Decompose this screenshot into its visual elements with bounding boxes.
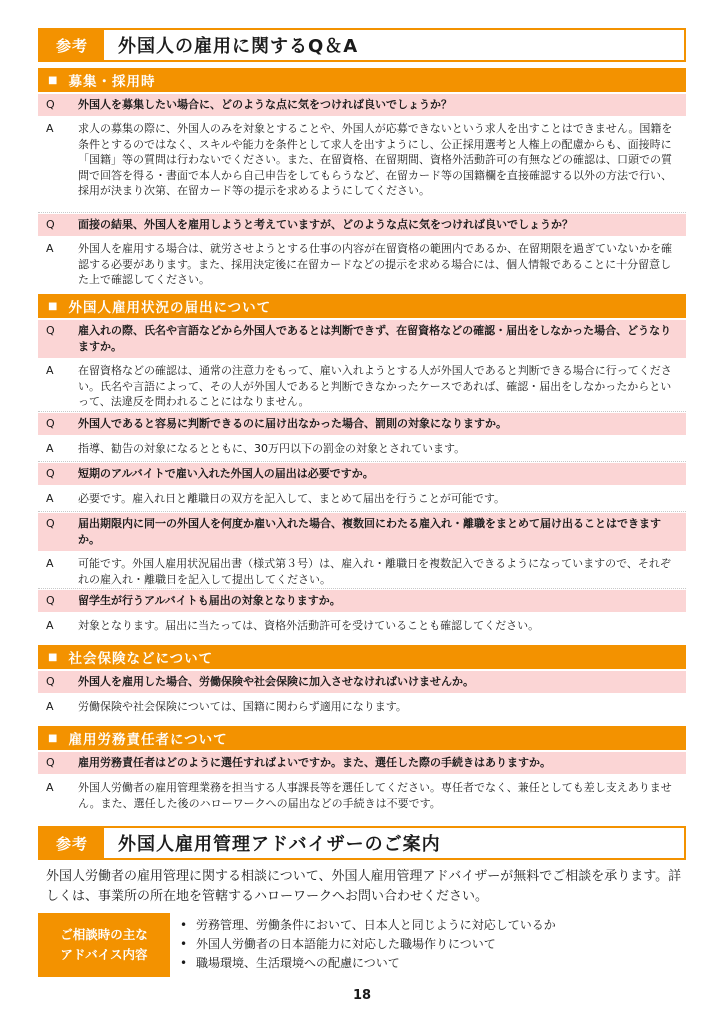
qa-title-bar — [38, 28, 686, 62]
answer-text: 必要です。雇入れ日と離職日の双方を記入して、まとめて届出を行うことが可能です。 — [78, 492, 506, 505]
question-row — [38, 463, 686, 485]
answer-row — [38, 238, 686, 288]
answer-text: 労働保険や社会保険については、国籍に関わらず適用になります。 — [78, 700, 407, 713]
advice-label-box — [38, 913, 170, 977]
section-heading-label: 募集・採用時 — [68, 74, 156, 90]
answer-text: 外国人を雇用する場合は、就労させようとする仕事の内容が在留資格の範囲内であるか、在留期限を過ぎていないかを確認する必要があります。また、採用決定後に在留カードなどの提示を求める場合には、個人情報であることに十分留意した上で確認してください。 — [78, 242, 672, 286]
advice-list — [180, 916, 686, 973]
answer-row — [38, 488, 686, 508]
answer-row — [38, 777, 686, 817]
answer-text: 対象となります。届出に当たっては、資格外活動許可を受けていることも確認してください。 — [78, 619, 540, 632]
square-icon: ■ — [48, 74, 59, 86]
page-number: 18 — [352, 988, 372, 1003]
answer-text: 外国人労働者の雇用管理業務を担当する人事課長等を選任してください。専任者でなく、兼任としても差し支えありません。また、選任した後のハローワークへの届出などの手続きは不要です。 — [78, 781, 672, 810]
advisor-title: 外国人雇用管理アドバイザーのご案内 — [118, 834, 441, 855]
answer-text: 可能です。外国人雇用状況届出書（様式第３号）は、雇入れ・離職日を複数記入できるようになっていますので、それぞれの雇入れ・離職日を記入して提出してください。 — [78, 557, 671, 586]
reference-tag: 参考 — [40, 30, 104, 60]
a-marker: A — [46, 492, 54, 505]
answer-row — [38, 360, 686, 410]
question-row — [38, 752, 686, 774]
answer-text: 求人の募集の際に、外国人のみを対象とすることや、外国人が応募できないという求人を出すことはできません。国籍を条件とするのではなく、スキルや能力を条件として求人を出すようにし、公正採用選考と人権上の配慮からも、面接時に「国籍」等の質問は行わないでください。また、在留資格、在留期間、資格外活動許可の有無などの確認は、口頭での質問で回答を得る・書面で本人から自己申告をしてもらうなど、在留カード等の国籍欄を直接確認する以外の方法で行い、採用が決まり次第、在留カード等の提示を求めるようにしてください。 — [78, 122, 673, 197]
bullet-icon: • — [180, 918, 188, 932]
q-marker: Q — [46, 517, 55, 530]
bullet-icon: • — [180, 937, 188, 951]
section-heading-employment-status-report — [38, 294, 686, 318]
question-row — [38, 94, 686, 116]
advice-label-line: ご相談時の主な — [60, 927, 148, 942]
q-marker: Q — [46, 98, 55, 111]
answer-text: 指導、勧告の対象になるとともに、30万円以下の罰金の対象とされています。 — [78, 442, 466, 455]
question-row — [38, 671, 686, 693]
reference-tag: 参考 — [40, 828, 104, 858]
answer-text: 在留資格などの確認は、通常の注意力をもって、雇い入れようとする人が外国人であると判断できる場合に行ってください。氏名や言語によって、その人が外国人であると判断できなかったケースであれば、確認・届出をしなかったからといって、法違反を問われることにはなりません。 — [78, 364, 672, 408]
answer-row — [38, 696, 686, 720]
question-row — [38, 320, 686, 358]
square-icon: ■ — [48, 651, 59, 663]
question-text: 外国人を雇用した場合、労働保険や社会保険に加入させなければいけませんか。 — [78, 675, 474, 688]
divider — [38, 411, 686, 412]
list-item — [180, 916, 686, 935]
q-marker: Q — [46, 218, 55, 231]
question-text: 留学生が行うアルバイトも届出の対象となりますか。 — [78, 594, 341, 607]
q-marker: Q — [46, 417, 55, 430]
square-icon: ■ — [48, 300, 59, 312]
section-heading-recruitment — [38, 68, 686, 92]
divider — [38, 511, 686, 512]
section-heading-social-insurance — [38, 645, 686, 669]
advice-item-text: 職場環境、生活環境への配慮について — [196, 956, 400, 970]
advice-label-line: アドバイス内容 — [60, 947, 148, 962]
question-text: 面接の結果、外国人を雇用しようと考えていますが、どのような点に気をつければ良いでしょうか？ — [78, 218, 573, 231]
a-marker: A — [46, 122, 54, 135]
question-row — [38, 214, 686, 236]
answer-row — [38, 438, 686, 458]
section-heading-label: 外国人雇用状況の届出について — [68, 300, 272, 316]
a-marker: A — [46, 781, 54, 794]
a-marker: A — [46, 557, 54, 570]
divider — [38, 461, 686, 462]
a-marker: A — [46, 700, 54, 713]
q-marker: Q — [46, 467, 55, 480]
section-heading-label: 社会保険などについて — [68, 651, 214, 667]
list-item — [180, 935, 686, 954]
divider — [38, 588, 686, 589]
question-row — [38, 513, 686, 551]
question-text: 雇用労務責任者はどのように選任すればよいですか。また、選任した際の手続きはありますか。 — [78, 756, 551, 769]
answer-row — [38, 118, 686, 210]
question-text: 短期のアルバイトで雇い入れた外国人の届出は必要ですか。 — [78, 467, 374, 480]
advice-item-text: 労務管理、労働条件において、日本人と同じように対応しているか — [196, 918, 556, 932]
advisor-title-bar — [38, 826, 686, 860]
page-title: 外国人の雇用に関するQ＆A — [118, 36, 359, 57]
a-marker: A — [46, 242, 54, 255]
a-marker: A — [46, 364, 54, 377]
list-item — [180, 954, 686, 973]
bullet-icon: • — [180, 956, 188, 970]
question-text: 雇入れの際、氏名や言語などから外国人であるとは判断できず、在留資格などの確認・届出をしなかった場合、どうなりますか。 — [78, 324, 672, 353]
advice-item-text: 外国人労働者の日本語能力に対応した職場作りについて — [196, 937, 496, 951]
question-row — [38, 590, 686, 612]
a-marker: A — [46, 442, 54, 455]
q-marker: Q — [46, 324, 55, 337]
square-icon: ■ — [48, 732, 59, 744]
question-text: 外国人を募集したい場合に、どのような点に気をつければ良いでしょうか？ — [78, 98, 452, 111]
question-row — [38, 413, 686, 435]
question-text: 外国人であると容易に判断できるのに届け出なかった場合、罰則の対象になりますか。 — [78, 417, 507, 430]
section-heading-labor-manager — [38, 726, 686, 750]
a-marker: A — [46, 619, 54, 632]
question-text: 届出期限内に同一の外国人を何度か雇い入れた場合、複数回にわたる雇入れ・離職をまとめて届け出ることはできますか。 — [78, 517, 661, 546]
advisor-intro: 外国人労働者の雇用管理に関する相談について、外国人雇用管理アドバイザーが無料でご相談を承ります。詳しくは、事業所の所在地を管轄するハローワークへお問い合わせください。 — [46, 869, 682, 904]
q-marker: Q — [46, 675, 55, 688]
q-marker: Q — [46, 594, 55, 607]
divider — [38, 212, 686, 213]
answer-row — [38, 615, 686, 639]
section-heading-label: 雇用労務責任者について — [68, 732, 228, 748]
answer-row — [38, 553, 686, 587]
q-marker: Q — [46, 756, 55, 769]
